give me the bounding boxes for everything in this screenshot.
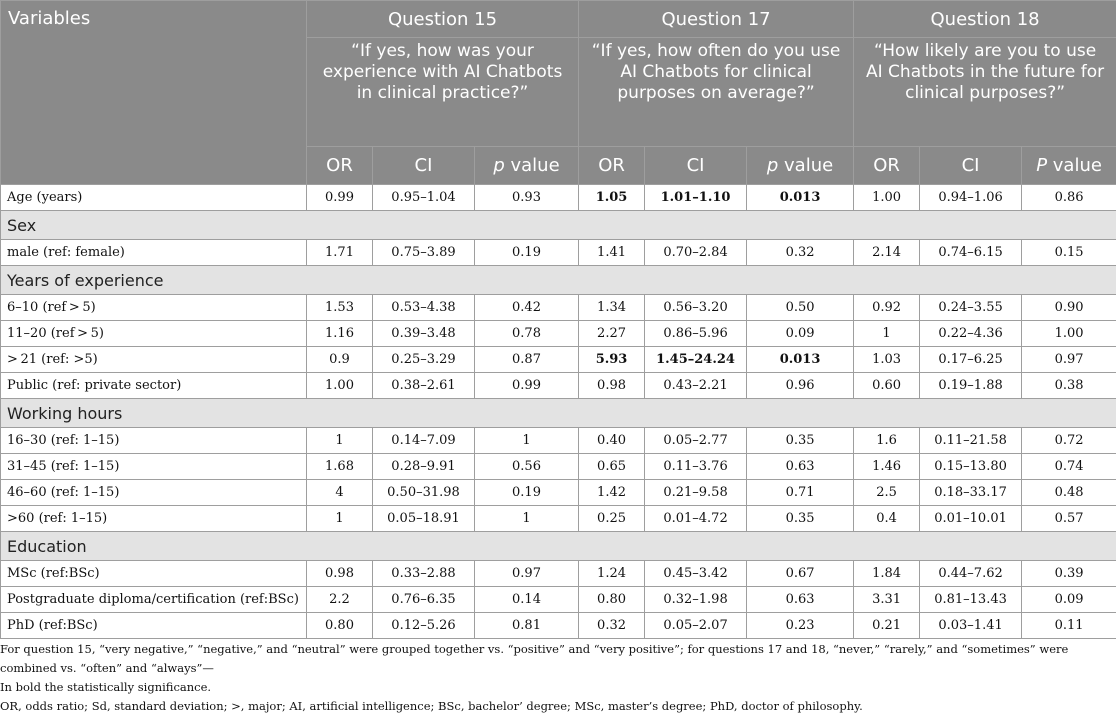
p-italic: p [493,155,505,176]
row-label: 46–60 (ref: 1–15) [1,480,307,506]
table-cell: 1.16 [307,321,373,347]
q17-or-header: OR [579,147,645,185]
table-cell: 0.21–9.58 [645,480,747,506]
table-cell: 0.75–3.89 [373,240,475,266]
table-cell: 0.93 [475,185,579,211]
table-cell: 1.46 [854,454,920,480]
table-cell: 0.42 [475,295,579,321]
table-cell: 1 [475,506,579,532]
value-text: value [778,155,834,176]
table-cell: 0.05–2.77 [645,428,747,454]
table-cell: 0.56 [475,454,579,480]
table-cell: 1.6 [854,428,920,454]
table-row [1,373,1116,399]
row-label: 31–45 (ref: 1–15) [1,454,307,480]
row-label: MSc (ref:BSc) [1,561,307,587]
table-cell: 0.4 [854,506,920,532]
table-cell: 1.05 [579,185,645,211]
table-cell: 0.60 [854,373,920,399]
table-cell: 0.013 [747,185,854,211]
table-cell: 0.86 [1022,185,1116,211]
table-cell: 2.14 [854,240,920,266]
row-label: >60 (ref: 1–15) [1,506,307,532]
question-17-header: Question 17 [579,1,854,38]
q15-p-header [475,147,579,185]
table-cell: 1.41 [579,240,645,266]
table-cell: 0.98 [579,373,645,399]
variables-header: Variables [1,1,307,185]
table-footnotes [0,640,1116,716]
table-cell: 5.93 [579,347,645,373]
table-cell: 0.65 [579,454,645,480]
table-cell: 0.57 [1022,506,1116,532]
row-label: Age (years) [1,185,307,211]
table-cell: 0.74–6.15 [920,240,1022,266]
table-row [1,240,1116,266]
table-cell: 0.14 [475,587,579,613]
table-cell: 0.45–3.42 [645,561,747,587]
table-cell: 1.53 [307,295,373,321]
table-cell: 0.23 [747,613,854,639]
table-cell: 0.99 [475,373,579,399]
footnote-grouping: For question 15, “very negative,” “negative,” and “neutral” were grouped together vs. “positive” and “very positive”; for questions 17 and 18, “never,” “rarely,” and “sometimes” were combined vs. “often” and “always”— [0,642,1069,675]
table-cell: 1.68 [307,454,373,480]
table-cell: 0.39–3.48 [373,321,475,347]
table-row [1,587,1116,613]
value-text: value [1047,155,1102,176]
row-label: > 21 (ref: >5) [1,347,307,373]
table-row [1,561,1116,587]
table-cell: 0.24–3.55 [920,295,1022,321]
table-cell: 0.90 [1022,295,1116,321]
group-label: Years of experience [1,266,1116,295]
table-cell: 0.35 [747,428,854,454]
table-cell: 0.80 [579,587,645,613]
table-cell: 0.72 [1022,428,1116,454]
table-row [1,454,1116,480]
table-row [1,185,1116,211]
table-cell: 0.94–1.06 [920,185,1022,211]
table-cell: 1 [854,321,920,347]
table-cell: 1.03 [854,347,920,373]
question-18-header: Question 18 [854,1,1116,38]
table-cell: 1.42 [579,480,645,506]
table-row [1,295,1116,321]
table-cell: 0.74 [1022,454,1116,480]
table-cell: 0.97 [475,561,579,587]
table-cell: 0.96 [747,373,854,399]
q18-p-header [1022,147,1116,185]
table-cell: 1.45–24.24 [645,347,747,373]
table-cell: 3.31 [854,587,920,613]
table-cell: 0.05–2.07 [645,613,747,639]
row-label: Postgraduate diploma/certification (ref:BSc) [1,587,307,613]
table-row [1,506,1116,532]
table-cell: 0.98 [307,561,373,587]
table-cell: 0.50 [747,295,854,321]
row-label: Public (ref: private sector) [1,373,307,399]
table-cell: 0.22–4.36 [920,321,1022,347]
table-cell: 0.63 [747,587,854,613]
table-cell: 0.18–33.17 [920,480,1022,506]
table-cell: 1.24 [579,561,645,587]
row-label: 11–20 (ref > 5) [1,321,307,347]
table-cell: 0.63 [747,454,854,480]
table-cell: 0.19 [475,480,579,506]
p-italic-cap: P [1036,155,1048,176]
table-cell: 0.76–6.35 [373,587,475,613]
table-cell: 0.19–1.88 [920,373,1022,399]
table-cell: 0.15 [1022,240,1116,266]
table-cell: 0.25–3.29 [373,347,475,373]
table-cell: 0.03–1.41 [920,613,1022,639]
table-row [1,613,1116,639]
table-cell: 0.35 [747,506,854,532]
row-label: 6–10 (ref > 5) [1,295,307,321]
table-cell: 0.15–13.80 [920,454,1022,480]
table-cell: 2.2 [307,587,373,613]
group-row [1,399,1116,428]
question-15-header: Question 15 [307,1,579,38]
group-row [1,532,1116,561]
table-cell: 0.92 [854,295,920,321]
table-cell: 0.38–2.61 [373,373,475,399]
table-cell: 0.9 [307,347,373,373]
group-row [1,266,1116,295]
row-label: male (ref: female) [1,240,307,266]
table-cell: 0.99 [307,185,373,211]
table-cell: 0.39 [1022,561,1116,587]
table-cell: 0.70–2.84 [645,240,747,266]
table-cell: 0.17–6.25 [920,347,1022,373]
table-cell: 1 [475,428,579,454]
group-label: Education [1,532,1116,561]
table-cell: 0.25 [579,506,645,532]
value-text: value [504,155,560,176]
p-italic: p [766,155,779,176]
table-header [1,1,1116,185]
table-cell: 0.21 [854,613,920,639]
table-cell: 1.34 [579,295,645,321]
question-18-quote: “How likely are you to use AI Chatbots in the future for clinical purposes?” [854,38,1116,147]
table-cell: 0.11–21.58 [920,428,1022,454]
table-cell: 1.71 [307,240,373,266]
table-cell: 1 [307,506,373,532]
q18-ci-header: CI [920,147,1022,185]
footnote-bold: In bold the statistically significance. [0,680,212,694]
table-cell: 0.97 [1022,347,1116,373]
table-cell: 0.01–4.72 [645,506,747,532]
table-row [1,428,1116,454]
table-cell: 1.84 [854,561,920,587]
table-cell: 0.67 [747,561,854,587]
table-cell: 1.00 [1022,321,1116,347]
table-cell: 1 [307,428,373,454]
table-cell: 1.01–1.10 [645,185,747,211]
q17-ci-header: CI [645,147,747,185]
table-cell: 0.80 [307,613,373,639]
table-cell: 0.81–13.43 [920,587,1022,613]
table-cell: 0.01–10.01 [920,506,1022,532]
row-label: PhD (ref:BSc) [1,613,307,639]
table-cell: 0.43–2.21 [645,373,747,399]
table-cell: 0.78 [475,321,579,347]
row-label: 16–30 (ref: 1–15) [1,428,307,454]
table-cell: 0.50–31.98 [373,480,475,506]
question-15-quote: “If yes, how was your experience with AI Chatbots in clinical practice?” [307,38,579,147]
table-cell: 0.81 [475,613,579,639]
q17-p-header [747,147,854,185]
table-cell: 0.32–1.98 [645,587,747,613]
table-cell: 0.09 [1022,587,1116,613]
table-cell: 0.19 [475,240,579,266]
table-cell: 0.95–1.04 [373,185,475,211]
table-cell: 0.44–7.62 [920,561,1022,587]
question-17-quote: “If yes, how often do you use AI Chatbots for clinical purposes on average?” [579,38,854,147]
table-cell: 2.5 [854,480,920,506]
table-cell: 1.00 [307,373,373,399]
table-cell: 1.00 [854,185,920,211]
table-cell: 4 [307,480,373,506]
table-cell: 0.05–18.91 [373,506,475,532]
group-label: Sex [1,211,1116,240]
footnote-abbreviations: OR, odds ratio; Sd, standard deviation; >, major; AI, artificial intelligence; BSc, bachelor’ degree; MSc, master’s degree; PhD, doctor of philosophy. [0,699,863,713]
table-cell: 0.32 [579,613,645,639]
table-row [1,480,1116,506]
table-row [1,321,1116,347]
q15-ci-header: CI [373,147,475,185]
table-cell: 0.09 [747,321,854,347]
table-cell: 2.27 [579,321,645,347]
table-cell: 0.32 [747,240,854,266]
table-cell: 0.40 [579,428,645,454]
table-cell: 0.33–2.88 [373,561,475,587]
table-cell: 0.013 [747,347,854,373]
table-cell: 0.53–4.38 [373,295,475,321]
table-cell: 0.71 [747,480,854,506]
group-row [1,211,1116,240]
table-row [1,347,1116,373]
q15-or-header: OR [307,147,373,185]
group-label: Working hours [1,399,1116,428]
table-cell: 0.38 [1022,373,1116,399]
table-cell: 0.11 [1022,613,1116,639]
table-cell: 0.56–3.20 [645,295,747,321]
table-cell: 0.28–9.91 [373,454,475,480]
table-cell: 0.87 [475,347,579,373]
table-body [1,185,1116,639]
table-cell: 0.14–7.09 [373,428,475,454]
table-cell: 0.48 [1022,480,1116,506]
table-cell: 0.86–5.96 [645,321,747,347]
table-cell: 0.12–5.26 [373,613,475,639]
q18-or-header: OR [854,147,920,185]
table-cell: 0.11–3.76 [645,454,747,480]
